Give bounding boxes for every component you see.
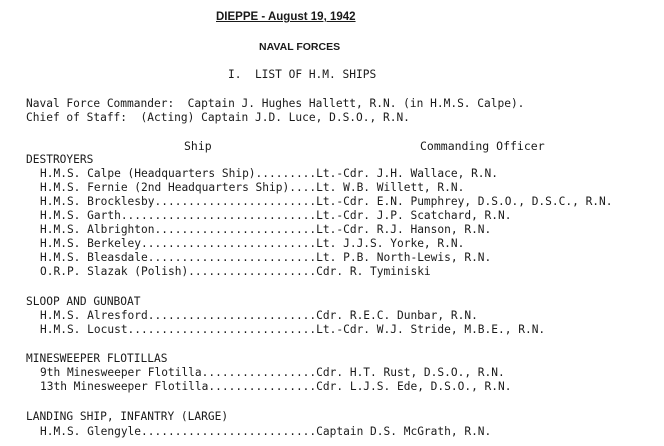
ship-name: H.M.S. Glengyle.......................... [40,425,317,438]
ship-name: 13th Minesweeper Flotilla................ [40,380,317,393]
ship-name: H.M.S. Calpe (Headquarters Ship)......... [40,167,317,180]
ship-name: H.M.S. Albrighton........................ [40,223,317,236]
ship-name: H.M.S. Fernie (2nd Headquarters Ship).... [40,181,317,194]
ship-name: 9th Minesweeper Flotilla................. [40,366,317,379]
table-row [40,425,491,439]
commanding-officer: Cdr. R. Tyminiski [316,265,431,278]
ship-name: H.M.S. Garth............................. [40,209,317,222]
group-heading-destroyers: DESTROYERS [26,153,94,166]
column-header-ship: Ship [184,139,212,153]
commanding-officer: Lt.-Cdr. W.J. Stride, M.B.E., R.N. [316,323,546,336]
table-row [40,195,613,209]
section-heading: I. LIST OF H.M. SHIPS [228,68,377,81]
commanding-officer: Lt. P.B. North-Lewis, R.N. [316,251,492,264]
table-row [40,265,431,279]
group-heading-sloop-and-gunboat: SLOOP AND GUNBOAT [26,295,141,308]
commanding-officer: Lt. W.B. Willett, R.N. [316,181,465,194]
ship-name: H.M.S. Bleasdale......................... [40,251,317,264]
table-row [40,223,491,237]
ship-name: H.M.S. Locust............................ [40,323,317,336]
table-row [40,251,491,265]
document-title: DIEPPE - August 19, 1942 [216,11,356,23]
ship-name: H.M.S. Brocklesby........................ [40,195,317,208]
commander-line: Naval Force Commander: Captain J. Hughes Hallett, R.N. (in H.M.S. Calpe). [26,97,525,110]
table-row [40,209,511,223]
commanding-officer: Lt.-Cdr. J.P. Scatchard, R.N. [316,209,512,222]
table-row [40,309,478,323]
commanding-officer: Lt.-Cdr. E.N. Pumphrey, D.S.O., D.S.C., R.N. [316,195,613,208]
table-row [40,237,464,251]
commanding-officer: Lt. J.J.S. Yorke, R.N. [316,237,465,250]
ship-name: H.M.S. Berkeley.......................... [40,237,317,250]
ship-name: O.R.P. Slazak (Polish)................... [40,265,317,278]
table-row [40,380,511,394]
commanding-officer: Cdr. R.E.C. Dunbar, R.N. [316,309,478,322]
ship-name: H.M.S. Alresford......................... [40,309,317,322]
commanding-officer: Cdr. H.T. Rust, D.S.O., R.N. [316,366,505,379]
table-row [40,181,464,195]
group-heading-minesweeper-flotillas: MINESWEEPER FLOTILLAS [26,352,168,365]
group-heading-landing-ship-infantry: LANDING SHIP, INFANTRY (LARGE) [26,410,229,423]
table-row [40,323,545,337]
commanding-officer: Lt.-Cdr. R.J. Hanson, R.N. [316,223,492,236]
chief-of-staff-line: Chief of Staff: (Acting) Captain J.D. Luce, D.S.O., R.N. [26,111,410,124]
column-header-officer: Commanding Officer [420,139,545,153]
document-subtitle: NAVAL FORCES [259,41,341,53]
commanding-officer: Cdr. L.J.S. Ede, D.S.O., R.N. [316,380,512,393]
commanding-officer: Captain D.S. McGrath, R.N. [316,425,492,438]
table-row [40,366,505,380]
commanding-officer: Lt.-Cdr. J.H. Wallace, R.N. [316,167,499,180]
table-row [40,167,498,181]
